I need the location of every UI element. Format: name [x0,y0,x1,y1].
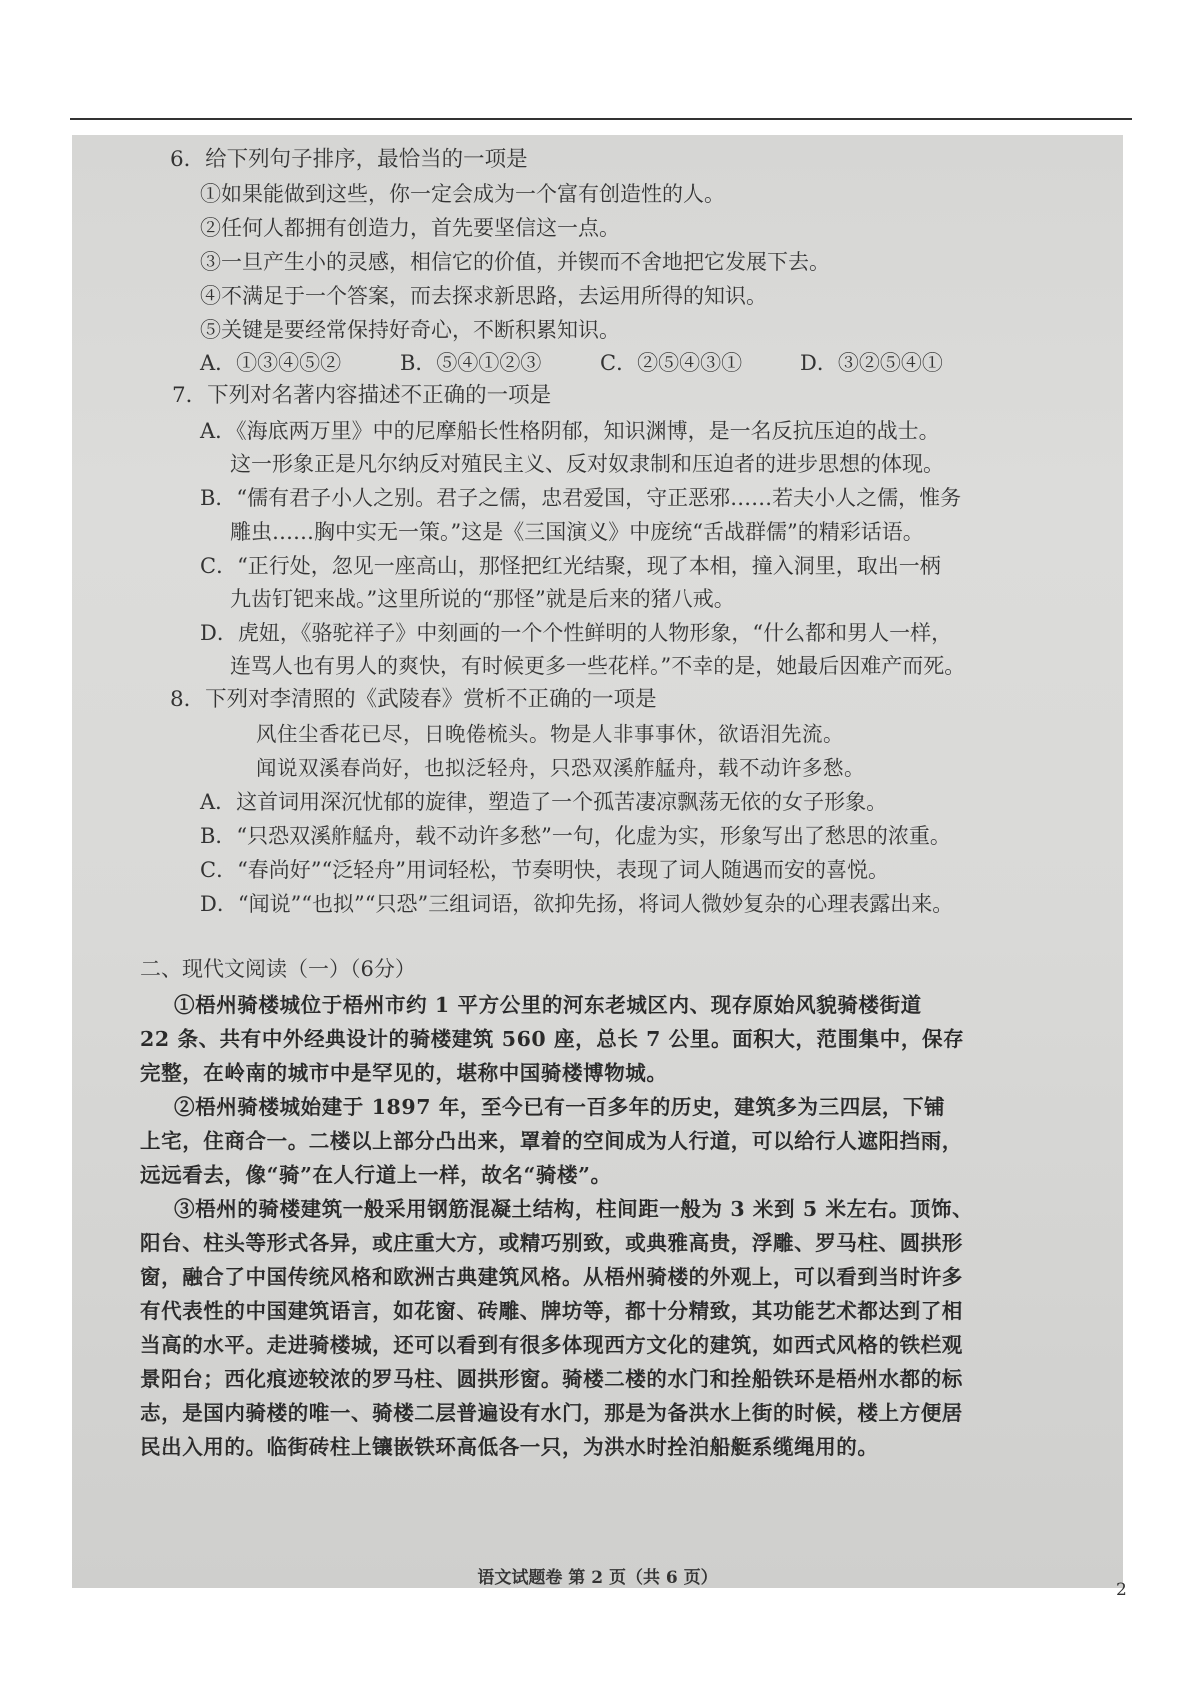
passage-line-10: 有代表性的中国建筑语言，如花窗、砖雕、牌坊等，都十分精致，其功能艺术都达到了相 [140,1299,963,1323]
scanned-page [72,135,1123,1588]
passage-line-11: 当高的水平。走进骑楼城，还可以看到有很多体现西方文化的建筑，如西式风格的铁栏观 [140,1333,963,1357]
q8-poem-line-2: 闻说双溪春尚好，也拟泛轻舟，只恐双溪舴艋舟，载不动许多愁。 [256,756,865,780]
passage-line-4: ②梧州骑楼城始建于 1897 年，至今已有一百多年的历史，建筑多为三四层，下铺 [174,1095,946,1119]
q8-poem-line-1: 风住尘香花已尽，日晚倦梳头。物是人非事事休，欲语泪先流。 [256,722,844,746]
q6-sentence-2: ②任何人都拥有创造力，首先要坚信这一点。 [200,216,620,240]
q7-line-2: 这一形象正是凡尔纳反对殖民主义、反对奴隶制和压迫者的进步思想的体现。 [230,452,944,476]
top-rule [70,118,1132,120]
passage-line-6: 远远看去，像“骑”在人行道上一样，故名“骑楼”。 [140,1163,612,1187]
passage-line-1: ①梧州骑楼城位于梧州市约 1 平方公里的河东老城区内、现存原始风貌骑楼街道 [174,993,922,1017]
q8-option-b: B．“只恐双溪舴艋舟，载不动许多愁”一句，化虚为实，形象写出了愁思的浓重。 [200,824,951,848]
exam-footer: 语文试题卷 第 2 页（共 6 页） [477,1568,718,1588]
q8-option-a: A．这首词用深沉忧郁的旋律，塑造了一个孤苦凄凉飘荡无依的女子形象。 [200,790,888,814]
q6-option-c: C．②⑤④③① [600,351,743,375]
q7-line-5: C．“正行处，忽见一座高山，那怪把红光结聚，现了本相，撞入洞里，取出一柄 [200,554,941,578]
passage-line-7: ③梧州的骑楼建筑一般采用钢筋混凝土结构，柱间距一般为 3 米到 5 米左右。顶饰、 [174,1197,974,1221]
passage-line-14: 民出入用的。临街砖柱上镶嵌铁环高低各一只，为洪水时拴泊船艇系缆绳用的。 [140,1435,879,1459]
section-2-title: 二、现代文阅读（一）（6分） [140,957,416,981]
q6-sentence-3: ③一旦产生小的灵感，相信它的价值，并锲而不舍地把它发展下去。 [200,250,830,274]
passage-line-9: 窗，融合了中国传统风格和欧洲古典建筑风格。从梧州骑楼的外观上，可以看到当时许多 [140,1265,963,1289]
q7-line-4: 雕虫……胸中实无一策。”这是《三国演义》中庞统“舌战群儒”的精彩话语。 [230,520,924,544]
q8-stem: 8．下列对李清照的《武陵春》赏析不正确的一项是 [170,687,657,712]
page-number: 2 [1116,1580,1127,1600]
passage-line-13: 志，是国内骑楼的唯一、骑楼二层普遍设有水门，那是为备洪水上街的时候，楼上方便居 [140,1401,963,1425]
q7-stem: 7．下列对名著内容描述不正确的一项是 [172,383,552,408]
passage-line-12: 景阳台；西化痕迹较浓的罗马柱、圆拱形窗。骑楼二楼的水门和拴船铁环是梧州水都的标 [140,1367,963,1391]
q6-option-a: A．①③④⑤② [200,351,342,375]
q7-line-8: 连骂人也有男人的爽快，有时候更多一些花样。”不幸的是，她最后因难产而死。 [230,654,966,678]
q6-stem: 6．给下列句子排序，最恰当的一项是 [170,147,528,172]
passage-line-8: 阳台、柱头等形式各异，或庄重大方，或精巧别致，或典雅高贵，浮雕、罗马柱、圆拱形 [140,1231,963,1255]
passage-line-5: 上宅，住商合一。二楼以上部分凸出来，罩着的空间成为人行道，可以给行人遮阳挡雨， [140,1129,963,1153]
q6-option-b: B．⑤④①②③ [400,351,542,375]
passage-line-2: 22 条、共有中外经典设计的骑楼建筑 560 座，总长 7 公里。面积大，范围集中，保存 [140,1027,965,1051]
q6-options [200,350,943,376]
q6-sentence-1: ①如果能做到这些，你一定会成为一个富有创造性的人。 [200,182,725,206]
q6-sentence-5: ⑤关键是要经常保持好奇心，不断积累知识。 [200,318,620,342]
q7-line-6: 九齿钉钯来战。”这里所说的“那怪”就是后来的猪八戒。 [230,587,735,611]
q7-line-7: D．虎妞，《骆驼祥子》中刻画的一个个性鲜明的人物形象，“什么都和男人一样， [200,621,953,645]
q8-option-c: C．“春尚好”“泛轻舟”用词轻松，节奏明快，表现了词人随遇而安的喜悦。 [200,858,890,882]
passage-line-3: 完整，在岭南的城市中是罕见的，堪称中国骑楼博物城。 [140,1061,668,1085]
q8-option-d: D．“闻说”“也拟”“只恐”三组词语，欲抑先扬，将词人微妙复杂的心理表露出来。 [200,892,954,916]
q7-line-3: B．“儒有君子小人之别。君子之儒，忠君爱国，守正恶邪……若夫小人之儒，惟务 [200,486,962,510]
q7-line-1: A．《海底两万里》中的尼摩船长性格阴郁，知识渊博，是一名反抗压迫的战士。 [200,419,940,443]
q6-option-d: D．③②⑤④① [800,351,943,375]
q6-sentence-4: ④不满足于一个答案，而去探求新思路，去运用所得的知识。 [200,284,767,308]
